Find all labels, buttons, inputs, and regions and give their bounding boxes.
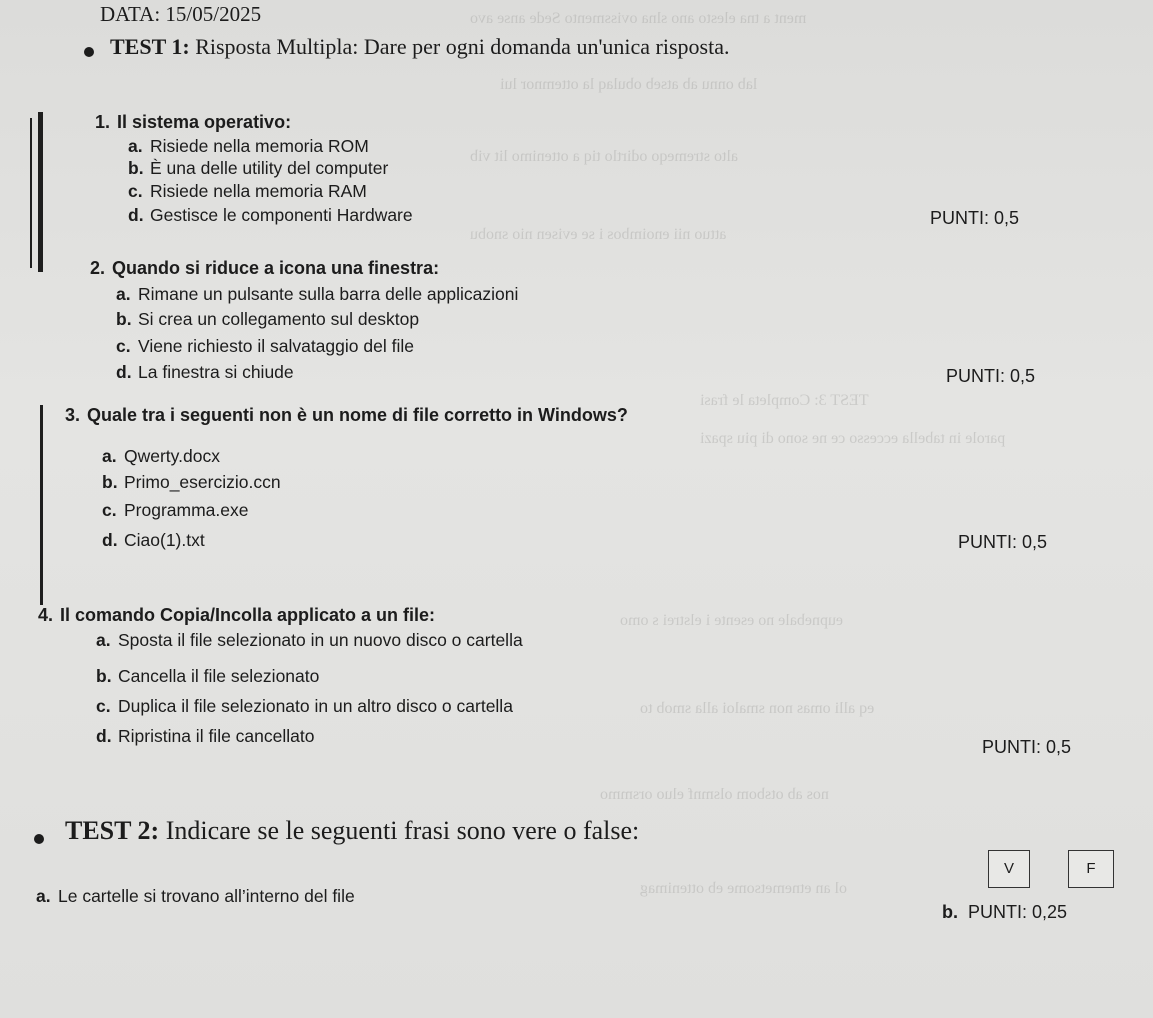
exam-date: DATA: 15/05/2025 bbox=[100, 2, 262, 26]
question-text: Il sistema operativo: bbox=[117, 112, 292, 132]
option-2b[interactable] bbox=[116, 309, 419, 330]
option-4c[interactable] bbox=[96, 696, 513, 717]
show-through-text: ol an etnemetsome eb ottenimag bbox=[640, 880, 848, 897]
option-text: Risiede nella memoria RAM bbox=[150, 181, 367, 201]
show-through-text: attuo nii enoimbos i se evisen nio snobu bbox=[470, 226, 727, 243]
show-through-text: alto stremeqo odirtlo tiq a ottenimo lit vib bbox=[470, 148, 738, 165]
option-text: Viene richiesto il salvataggio del file bbox=[138, 336, 414, 356]
option-letter: b. bbox=[128, 158, 144, 178]
question-text: Quale tra i seguenti non è un nome di file corretto in Windows? bbox=[87, 405, 628, 425]
question-text: Il comando Copia/Incolla applicato a un file: bbox=[60, 605, 436, 625]
option-text: Gestisce le componenti Hardware bbox=[150, 205, 413, 225]
option-letter: c. bbox=[116, 336, 131, 356]
points-test2: PUNTI: 0,25 bbox=[968, 902, 1068, 922]
option-letter: a. bbox=[102, 446, 117, 466]
option-text: La finestra si chiude bbox=[138, 362, 294, 382]
points-q3: PUNTI: 0,5 bbox=[958, 532, 1048, 552]
test1-heading bbox=[110, 34, 730, 60]
option-1d[interactable] bbox=[128, 205, 413, 226]
option-letter: d. bbox=[116, 362, 132, 382]
option-4d[interactable] bbox=[96, 726, 314, 747]
option-3c[interactable] bbox=[102, 500, 249, 521]
question-number: 4. bbox=[38, 605, 54, 625]
option-text: Cancella il file selezionato bbox=[118, 666, 320, 686]
question-text: Quando si riduce a icona una finestra: bbox=[112, 258, 440, 278]
option-2c[interactable] bbox=[116, 336, 414, 357]
margin-marker-line bbox=[30, 118, 32, 268]
points-q1: PUNTI: 0,5 bbox=[930, 208, 1020, 228]
bullet-icon bbox=[84, 47, 94, 57]
show-through-text: parole in tabella eccesso ce ne sono di piu spazi bbox=[700, 430, 1006, 447]
option-text: Ciao(1).txt bbox=[124, 530, 205, 550]
option-3b[interactable] bbox=[102, 472, 281, 493]
show-through-text: lab onnu ab atseb obulaq la ottemnor lui bbox=[500, 76, 758, 93]
statement-a bbox=[36, 886, 355, 907]
question-number: 1. bbox=[95, 112, 111, 132]
option-letter: c. bbox=[96, 696, 111, 716]
test2-heading bbox=[65, 816, 639, 846]
show-through-text: eq alli omas non smaloi alla smob to bbox=[640, 700, 875, 717]
option-text: Sposta il file selezionato in un nuovo disco o cartella bbox=[118, 630, 523, 650]
option-letter: d. bbox=[96, 726, 112, 746]
option-2d[interactable] bbox=[116, 362, 294, 383]
option-letter: d. bbox=[128, 205, 144, 225]
question-4 bbox=[38, 605, 435, 626]
option-2a[interactable] bbox=[116, 284, 518, 305]
show-through-text: nos ab otsbom olsmnf eluo orsmmo bbox=[600, 786, 829, 803]
question-number: 3. bbox=[65, 405, 81, 425]
option-text: Risiede nella memoria ROM bbox=[150, 136, 369, 156]
option-letter: c. bbox=[102, 500, 117, 520]
statement-letter: a. bbox=[36, 886, 51, 906]
option-3a[interactable] bbox=[102, 446, 220, 467]
points-q2: PUNTI: 0,5 bbox=[946, 366, 1036, 386]
option-text: Rimane un pulsante sulla barra delle applicazioni bbox=[138, 284, 519, 304]
option-text: Si crea un collegamento sul desktop bbox=[138, 309, 420, 329]
question-number: 2. bbox=[90, 258, 106, 278]
points-q4: PUNTI: 0,5 bbox=[982, 737, 1072, 757]
margin-marker-line bbox=[40, 405, 43, 605]
option-4b[interactable] bbox=[96, 666, 319, 687]
option-text: Programma.exe bbox=[124, 500, 249, 520]
show-through-text: eupnebale no esente i elstrei s omo bbox=[620, 612, 844, 629]
true-answer-box[interactable]: V bbox=[988, 850, 1030, 888]
question-1 bbox=[95, 112, 291, 133]
statement-letter: b. bbox=[942, 902, 958, 922]
option-3d[interactable] bbox=[102, 530, 205, 551]
false-answer-box[interactable]: F bbox=[1068, 850, 1114, 888]
option-text: Qwerty.docx bbox=[124, 446, 220, 466]
statement-text: Le cartelle si trovano all’interno del file bbox=[58, 886, 355, 906]
option-letter: b. bbox=[96, 666, 112, 686]
option-letter: d. bbox=[102, 530, 118, 550]
question-2 bbox=[90, 258, 439, 279]
statement-b-points bbox=[942, 902, 1067, 923]
option-letter: a. bbox=[128, 136, 143, 156]
option-letter: b. bbox=[102, 472, 118, 492]
show-through-text: TEST 3: Completa le frasi bbox=[700, 392, 869, 409]
option-1a[interactable] bbox=[128, 136, 369, 157]
option-letter: a. bbox=[116, 284, 131, 304]
option-letter: c. bbox=[128, 181, 143, 201]
option-text: Duplica il file selezionato in un altro disco o cartella bbox=[118, 696, 513, 716]
option-1b[interactable] bbox=[128, 158, 388, 179]
option-1c[interactable] bbox=[128, 181, 367, 202]
test1-label: TEST 1: bbox=[110, 34, 190, 59]
option-letter: b. bbox=[116, 309, 132, 329]
option-letter: a. bbox=[96, 630, 111, 650]
option-text: Primo_esercizio.ccn bbox=[124, 472, 281, 492]
margin-marker-line bbox=[38, 112, 43, 272]
show-through-text: ment a tna elesto ano slna ovissmento Sede anse avo bbox=[470, 10, 807, 27]
test1-instructions: Risposta Multipla: Dare per ogni domanda un'unica risposta. bbox=[189, 34, 730, 59]
option-text: È una delle utility del computer bbox=[150, 158, 389, 178]
test2-label: TEST 2: bbox=[65, 816, 160, 845]
bullet-icon bbox=[34, 834, 44, 844]
option-4a[interactable] bbox=[96, 630, 523, 651]
option-text: Ripristina il file cancellato bbox=[118, 726, 315, 746]
question-3 bbox=[65, 405, 628, 426]
test2-instructions: Indicare se le seguenti frasi sono vere o false: bbox=[159, 816, 640, 845]
